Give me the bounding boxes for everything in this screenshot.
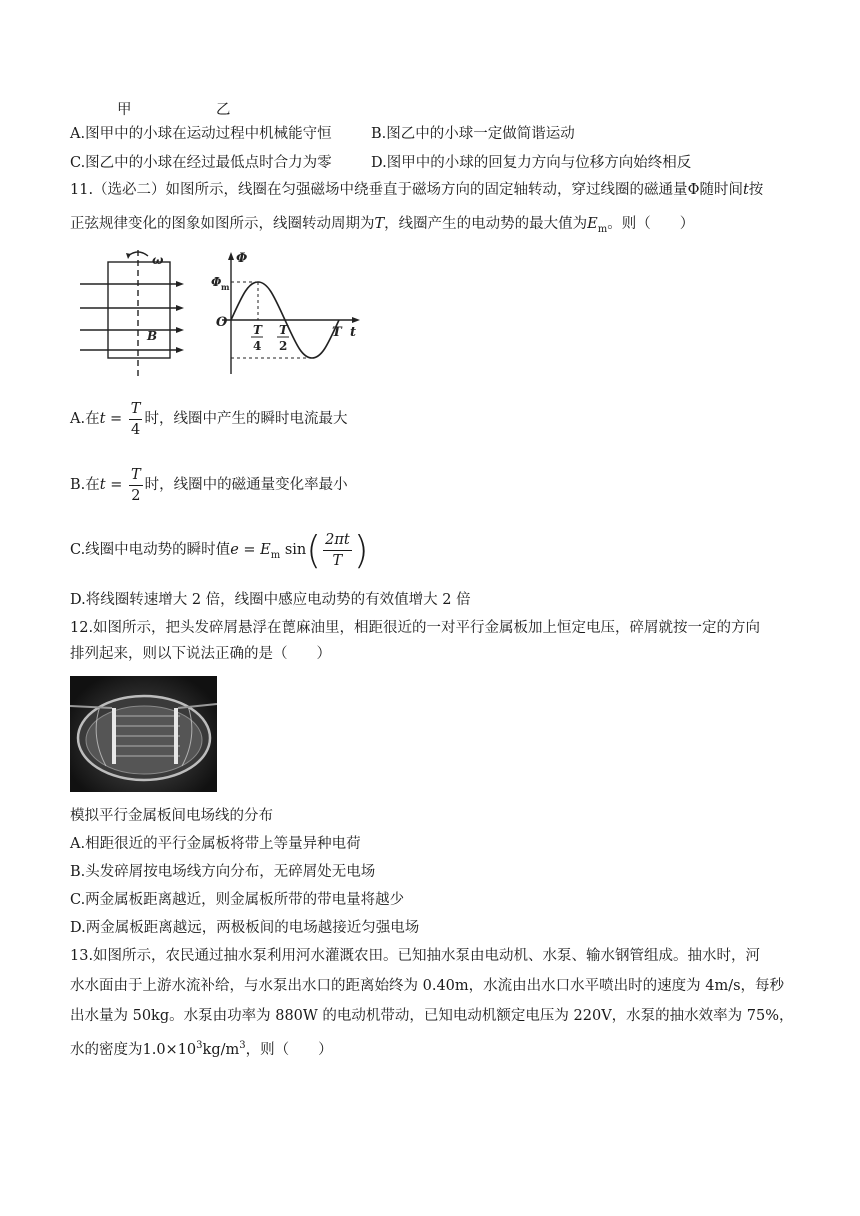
b-field-label: B	[147, 329, 158, 343]
q13-stem-line-4: 水的密度为$1.0\times 10^3kg/m^3$，则（ ）	[70, 1040, 333, 1058]
q12-stem-line-1: 12.如图所示，把头发碎屑悬浮在蓖麻油里，相距很近的一对平行金属板加上恒定电压，碎屑就按一定的方向	[70, 620, 761, 636]
phi-symbol: Φ	[687, 182, 700, 198]
q12-option-c: C.两金属板距离越近，则金属板所带的带电量将越少	[70, 892, 405, 908]
q13-stem-line-1: 13.如图所示，农民通过抽水泵利用河水灌溉农田。已知抽水泵由电动机、水泵、输水钢管组成。抽水时，河	[70, 948, 761, 964]
omega-label: ω	[152, 253, 164, 267]
t2-den: 2	[279, 339, 288, 353]
phi-m-subscript: m	[221, 282, 230, 292]
q11-stem-line-2: 正弦规律变化的图象如图所示，线圈转动周期为T，线圈产生的电动势的最大值为$E_m$。则（ ）	[70, 216, 695, 235]
t-period-label: T	[332, 325, 342, 340]
t-axis-label: t	[350, 325, 357, 340]
q10-option-b: B.图乙中的小球一定做简谐运动	[371, 126, 575, 142]
q11-stem-line-1: 11.（选必二）如图所示，线圈在匀强磁场中绕垂直于磁场方向的固定轴转动，穿过线圈的磁通量Φ随时间t按	[70, 182, 764, 198]
phi-m-label: Φ	[211, 275, 222, 289]
q12-option-d: D.两金属板距离越远，两极板间的电场越接近匀强电场	[70, 920, 420, 936]
q11-option-a: A.在t = $\frac{T}{4}$ 时，线圈中产生的瞬时电流最大	[70, 400, 348, 438]
q13-stem-line-2: 水水面由于上游水流补给，与水泵出水口的距离始终为 0.40m，水流由出水口水平喷出时的速度为 4m/s，每秒	[70, 978, 785, 994]
q10-option-a: A.图甲中的小球在运动过程中机械能守恒	[70, 126, 332, 142]
q12-option-b: B.头发碎屑按电场线方向分布，无碎屑处无电场	[70, 864, 376, 880]
q11-option-d: D.将线圈转速增大 2 倍，线圈中感应电动势的有效值增大 2 倍	[70, 592, 471, 608]
q13-stem-line-3: 出水量为 50kg。水泵由功率为 880W 的电动机带动，已知电动机额定电压为 220V，水泵的抽水效率为 75%，	[70, 1008, 794, 1024]
t4-num: T	[253, 323, 262, 337]
t2-num: T	[279, 323, 288, 337]
origin-label: O	[216, 315, 228, 330]
q12-option-a: A.相距很近的平行金属板将带上等量异种电荷	[70, 836, 361, 852]
hair-clippings-photo	[70, 676, 217, 792]
q11-option-c: C.线圈中电动势的瞬时值$e = E_m$ sin( $\frac{2\pi t}{T}$ )	[70, 528, 369, 572]
q12-stem-line-2: 排列起来，则以下说法正确的是（ ）	[70, 646, 331, 662]
figure-label-jia: 甲	[117, 102, 132, 118]
phi-axis-label: Φ	[236, 251, 248, 266]
q11-option-b: B.在t = $\frac{T}{2}$ 时，线圈中的磁通量变化率最小	[70, 466, 348, 504]
coil-rectangle	[108, 262, 170, 358]
q10-option-d: D.图甲中的小球的回复力方向与位移方向始终相反	[371, 155, 692, 171]
water-density-value: 1.0×10	[142, 1041, 197, 1058]
q10-option-c: C.图乙中的小球在经过最低点时合力为零	[70, 155, 332, 171]
t4-den: 4	[253, 339, 262, 353]
q11-figure	[70, 244, 370, 382]
figure-label-yi: 乙	[216, 102, 231, 118]
q12-figure-caption: 模拟平行金属板间电场线的分布	[70, 808, 273, 824]
